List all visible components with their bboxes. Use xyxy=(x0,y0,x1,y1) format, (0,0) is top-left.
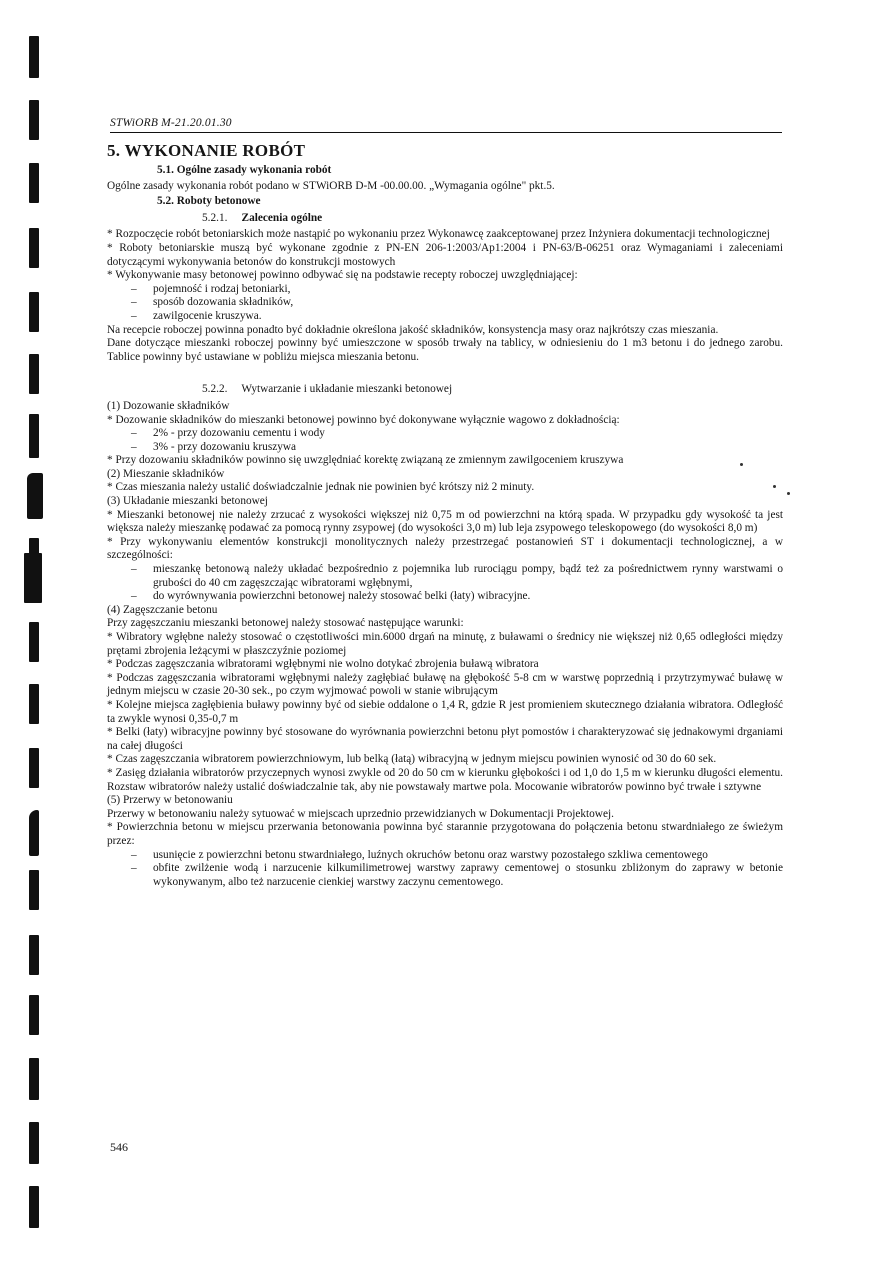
paragraph: Przerwy w betonowaniu należy sytuować w miejscach uprzednio przewidzianych w Dokumentacji Projektowej. xyxy=(107,807,614,820)
scan-mark xyxy=(29,228,39,268)
list-item-text: zawilgocenie kruszywa. xyxy=(153,309,262,322)
scan-mark xyxy=(29,1186,39,1228)
subsection-number: 5.2.2. xyxy=(202,383,228,396)
item-heading: (2) Mieszanie składników xyxy=(107,467,225,480)
list-item: – usunięcie z powierzchni betonu stwardniałego, luźnych okruchów betonu oraz warstwy pozostałego szkliwa cementowego xyxy=(131,848,708,861)
list-item: – sposób dozowania składników, xyxy=(131,296,294,309)
paragraph: * Rozpoczęcie robót betoniarskich może nastąpić po wykonaniu przez Wykonawcę zaakceptowanej przez Inżyniera dokumentacji technologicznej xyxy=(107,228,770,241)
paragraph: Ogólne zasady wykonania robót podano w STWiORB D-M -00.00.00. „Wymagania ogólne" pkt.5. xyxy=(107,179,555,192)
section-title: 5. WYKONANIE ROBÓT xyxy=(107,141,306,160)
scan-mark xyxy=(29,36,39,78)
item-heading: (3) Układanie mieszanki betonowej xyxy=(107,495,268,508)
scan-mark xyxy=(29,100,39,140)
paragraph: * Dozowanie składników do mieszanki betonowej powinno być dokonywane wyłącznie wagowo z dokładnością: xyxy=(107,413,620,426)
page-number: 546 xyxy=(110,1140,128,1154)
list-item: – zawilgocenie kruszywa. xyxy=(131,309,262,322)
paragraph: * Przy wykonywaniu elementów konstrukcji monolitycznych należy przestrzegać postanowień ST i dokumentacji technologicznej, a w szczególności: xyxy=(107,535,783,562)
header-rule xyxy=(110,132,782,133)
list-item-text: mieszankę betonową należy układać bezpośrednio z pojemnika lub rurociągu pompy, bądź też za pośrednictwem rynny warstwami o grubości do 40 cm zagęszczając wibratorami wgłębnymi, xyxy=(153,563,783,589)
paragraph: * Roboty betoniarskie muszą być wykonane zgodnie z PN-EN 206-1:2003/Ap1:2004 i PN-63/B-06251 oraz Wymaganiami i zaleceniami dotyczącymi wykonywania betonów do konstrukcji mostowych xyxy=(107,241,783,268)
list-item: – do wyrównywania powierzchni betonowej należy stosować belki (łaty) wibracyjne. xyxy=(131,590,531,603)
scan-mark xyxy=(29,995,39,1035)
scan-mark xyxy=(29,810,39,856)
scan-punch-marks xyxy=(0,0,60,1264)
list-item-text: pojemność i rodzaj betoniarki, xyxy=(153,282,291,295)
paragraph: * Wibratory wgłębne należy stosować o częstotliwości min.6000 drgań na minutę, z buławami o średnicy nie większej niż 0,65 odległości między prętami zbrojenia leżącymi w płaszczyźnie poziomej xyxy=(107,631,783,657)
paragraph: * Czas zagęszczania wibratorem powierzchniowym, lub belką (łatą) wibracyjną w jednym miejscu powinien wynosić od 30 do 60 sek. xyxy=(107,753,717,766)
list-item-text: obfite zwilżenie wodą i narzucenie kilkumilimetrowej warstwy zaprawy cementowej o stosunku zbliżonym do zaprawy w betonie wykonywanym, albo też narzucenie cienkiej warstwy zaczynu cementowego. xyxy=(153,862,783,888)
list-item-text: 2% - przy dozowaniu cementu i wody xyxy=(153,427,325,440)
subsection-5-2-title: 5.2. Roboty betonowe xyxy=(157,195,261,208)
list-item-text: do wyrównywania powierzchni betonowej należy stosować belki (łaty) wibracyjne. xyxy=(153,590,531,603)
scan-mark xyxy=(29,354,39,394)
subsection-label: Zalecenia ogólne xyxy=(241,211,323,224)
document-body xyxy=(107,140,783,889)
scan-mark xyxy=(24,553,42,603)
subsection-5-2-2-heading xyxy=(107,383,783,397)
header-code: STWiORB M-21.20.01.30 xyxy=(110,117,232,129)
paragraph: * Mieszanki betonowej nie należy zrzucać z wysokości większej niż 0,75 m od powierzchni na którą spada. W przypadku gdy wysokość ta jest większa należy mieszankę podawać za pomocą rynny zsypowej (do wysokości 3,0 m) lub leja zsypowego teleskopowego (do wysokości 8,0 m) xyxy=(107,508,783,535)
list-item: – pojemność i rodzaj betoniarki, xyxy=(131,282,291,295)
scan-mark xyxy=(29,684,39,724)
paragraph: * Podczas zagęszczania wibratorami wgłębnymi nie wolno dotykać zbrojenia buławą wibratora xyxy=(107,658,539,671)
list-item-text: sposób dozowania składników, xyxy=(153,296,294,309)
subsection-5-1-title: 5.1. Ogólne zasady wykonania robót xyxy=(157,164,332,176)
list-item: – 3% - przy dozowaniu kruszywa xyxy=(131,440,297,453)
item-heading: (5) Przerwy w betonowaniu xyxy=(107,794,233,807)
scan-mark xyxy=(27,473,43,519)
running-header xyxy=(110,117,782,133)
paragraph: Przy zagęszczaniu mieszanki betonowej należy stosować następujące warunki: xyxy=(107,617,464,630)
scan-mark xyxy=(29,1058,39,1100)
subsection-number: 5.2.1. xyxy=(202,211,228,224)
scan-mark xyxy=(29,163,39,203)
paragraph: * Powierzchnia betonu w miejscu przerwania betonowania powinna być starannie przygotowana do połączenia betonu stwardniałego ze świeżym przez: xyxy=(107,821,783,847)
subsection-5-2-1-heading xyxy=(107,212,783,226)
scan-mark xyxy=(29,1122,39,1164)
spacer xyxy=(107,364,783,380)
subsection-label: Wytwarzanie i układanie mieszanki betonowej xyxy=(241,383,453,396)
paragraph: * Zasięg działania wibratorów przyczepnych wynosi zwykle od 20 do 50 cm w kierunku głębokości i od 1,0 do 1,5 m w kierunku długości elementu. Rozstaw wibratorów należy ustalić doświadczalnie tak, aby nie powstawały martwe pola. Mocowanie wibratorów powinno być trwałe i sztywne xyxy=(107,766,783,793)
list-item-text: 3% - przy dozowaniu kruszywa xyxy=(153,440,297,453)
scan-speck xyxy=(787,492,790,495)
list-item: – 2% - przy dozowaniu cementu i wody xyxy=(131,427,325,440)
scan-mark xyxy=(29,292,39,332)
item-heading: (4) Zagęszczanie betonu xyxy=(107,603,218,616)
paragraph: * Podczas zagęszczania wibratorami wgłębnymi należy zagłębiać buławę na głębokość 5-8 cm w warstwę poprzednią i przytrzymywać buławę w jednym miejscu w czasie 20-30 sek., po czym wyjmować powoli w stanie wibrującym xyxy=(107,671,783,698)
scan-mark xyxy=(29,414,39,458)
list-item-text: usunięcie z powierzchni betonu stwardniałego, luźnych okruchów betonu oraz warstwy pozostałego szkliwa cementowego xyxy=(153,848,708,861)
scan-mark xyxy=(29,622,39,662)
paragraph: Na recepcie roboczej powinna ponadto być dokładnie określona jakość składników, konsystencja masy oraz najkrótszy czas mieszania. xyxy=(107,323,719,336)
paragraph: Dane dotyczące mieszanki roboczej powinny być umieszczone w sposób trwały na tablicy, w odniesieniu do 1 m3 betonu i do jednego zarobu. Tablice powinny być ustawiane w pobliżu miejsca mieszania betonu. xyxy=(107,337,783,363)
paragraph: * Przy dozowaniu składników powinno się uwzględniać korektę związaną ze zmiennym zawilgoceniem kruszywa xyxy=(107,454,624,467)
item-heading: (1) Dozowanie składników xyxy=(107,399,230,412)
paragraph: * Belki (łaty) wibracyjne powinny być stosowane do wyrównania powierzchni betonu płyt pomostów i charakteryzować się jednakowymi drganiami na całej długości xyxy=(107,726,783,752)
paragraph: * Czas mieszania należy ustalić doświadczalnie jednak nie powinien być krótszy niż 2 minuty. xyxy=(107,481,535,494)
paragraph: * Wykonywanie masy betonowej powinno odbywać się na podstawie recepty roboczej uwzględniającej: xyxy=(107,269,578,282)
paragraph: * Kolejne miejsca zagłębienia buławy powinny być od siebie oddalone o 1,4 R, gdzie R jest promieniem skutecznego działania wibratora. Odległość ta zwykle wynosi 0,35-0,7 m xyxy=(107,698,783,725)
list-item: – mieszankę betonową należy układać bezpośrednio z pojemnika lub rurociągu pompy, bądź też za pośrednictwem rynny warstwami o grubości do 40 cm zagęszczając wibratorami wgłębnymi, xyxy=(131,563,783,589)
scan-mark xyxy=(29,870,39,910)
scan-mark xyxy=(29,935,39,975)
list-item: – obfite zwilżenie wodą i narzucenie kilkumilimetrowej warstwy zaprawy cementowej o stosunku zbliżonym do zaprawy w betonie wykonywanym, albo też narzucenie cienkiej warstwy zaczynu cementowego. xyxy=(131,862,783,888)
scan-mark xyxy=(29,748,39,788)
